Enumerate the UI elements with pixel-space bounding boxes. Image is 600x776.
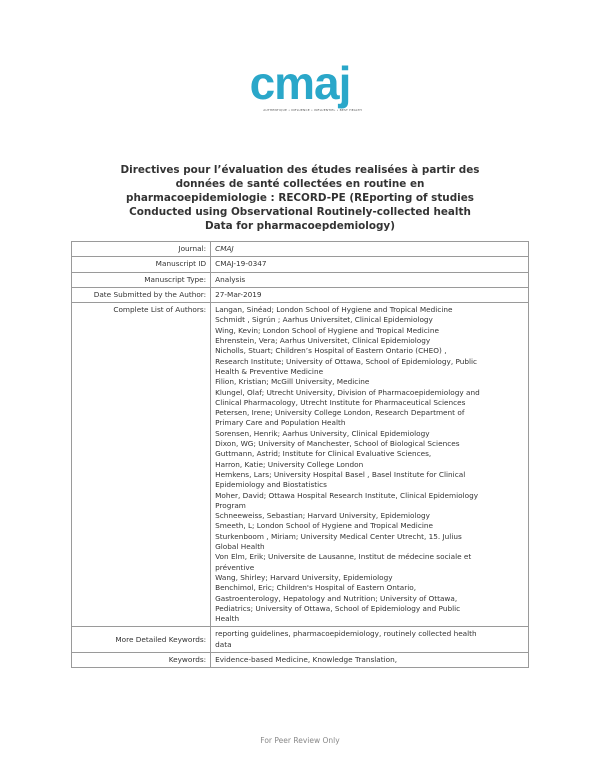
peer-review-footer: For Peer Review Only <box>260 736 340 745</box>
keywords-value: Evidence-based Medicine, Knowledge Translation, <box>211 652 529 667</box>
logo-wordmark: cmaj <box>249 57 351 109</box>
author-line: Langan, Sinéad; London School of Hygiene and Tropical Medicine <box>215 305 453 315</box>
author-line: Sturkenboom , Miriam; University Medical Center Utrecht, 15. Julius <box>215 531 462 541</box>
manuscript-id-row <box>72 257 529 272</box>
manuscript-id-value: CMAJ-19-0347 <box>211 257 529 272</box>
more-keywords-row <box>72 627 529 653</box>
author-line: Petersen, Irene; University College London, Research Department of <box>215 408 465 418</box>
journal-label: Journal: <box>72 242 211 257</box>
author-line: Von Elm, Erik; Universite de Lausanne, Institut de médecine sociale et <box>215 552 472 562</box>
journal-row <box>72 242 529 257</box>
author-line: Wang, Shirley; Harvard University, Epidemiology <box>215 572 393 582</box>
title-line: Conducted using Observational Routinely-collected health <box>129 206 471 218</box>
author-line: Schmidt , Sigrún ; Aarhus Universitet, Clinical Epidemiology <box>215 315 433 325</box>
more-keywords-value <box>211 627 529 653</box>
author-line: Hemkens, Lars; University Hospital Basel , Basel Institute for Clinical <box>215 469 466 479</box>
keyword-line: data <box>215 639 232 649</box>
title-line: données de santé collectées en routine en <box>175 178 425 190</box>
keyword-line: reporting guidelines, pharmacoepidemiology, routinely collected health <box>215 629 477 639</box>
title-line: pharmacoepidemiologie : RECORD-PE (REporting of studies <box>126 192 474 204</box>
keywords-row <box>72 652 529 667</box>
author-line: Dixon, WG; University of Manchester, School of Biological Sciences <box>215 439 460 449</box>
title-line: Data for pharmacoepdemiology) <box>205 220 395 232</box>
author-line: Global Health <box>215 542 265 552</box>
author-line: Wing, Kevin; London School of Hygiene and Tropical Medicine <box>215 325 439 335</box>
author-line: préventive <box>215 562 255 572</box>
date-submitted-value: 27-Mar-2019 <box>211 287 529 302</box>
author-line: Health & Preventive Medicine <box>215 366 324 376</box>
author-line: Moher, David; Ottawa Hospital Research Institute, Clinical Epidemiology <box>215 490 479 500</box>
date-submitted-row <box>72 287 529 302</box>
authors-row <box>72 303 529 627</box>
author-line: Schneeweiss, Sebastian; Harvard University, Epidemiology <box>215 511 430 521</box>
authors-list <box>211 303 529 627</box>
author-line: Guttmann, Astrid; Institute for Clinical Evaluative Sciences, <box>215 449 432 459</box>
keywords-label: Keywords: <box>72 652 211 667</box>
manuscript-type-label: Manuscript Type: <box>72 272 211 287</box>
manuscript-type-value: Analysis <box>211 272 529 287</box>
author-line: Ehrenstein, Vera; Aarhus Universitet, Clinical Epidemiology <box>215 336 431 346</box>
author-line: Program <box>215 500 246 510</box>
author-line: Health <box>215 614 240 624</box>
manuscript-details-table <box>71 241 529 668</box>
author-line: Benchimol, Eric; Children's Hospital of Eastern Ontario, <box>215 583 417 593</box>
author-line: Pediatrics; University of Ottawa, School of Epidemiology and Public <box>215 603 461 613</box>
cmaj-logo <box>232 57 368 112</box>
more-keywords-label: More Detailed Keywords: <box>72 627 211 653</box>
title-line: Directives pour l’évaluation des études realisées à partir des <box>120 164 480 176</box>
manuscript-title <box>100 163 500 233</box>
manuscript-id-label: Manuscript ID <box>72 257 211 272</box>
author-line: Epidemiology and Biostatistics <box>215 480 327 490</box>
authors-label: Complete List of Authors: <box>72 303 211 627</box>
date-submitted-label: Date Submitted by the Author: <box>72 287 211 302</box>
author-line: Clinical Pharmacology, Utrecht Institute for Pharmaceutical Sciences <box>215 397 466 407</box>
author-line: Harron, Katie; University College London <box>215 459 364 469</box>
author-line: Filion, Kristian; McGill University, Medicine <box>215 377 370 387</box>
author-line: Primary Care and Population Health <box>215 418 346 428</box>
author-line: Klungel, Olaf; Utrecht University, Division of Pharmacoepidemiology and <box>215 387 480 397</box>
logo-tagline: AUTHENTIQUE • INFLUENCE • INFLUENTIEL • BEST HEALTH <box>263 108 362 112</box>
author-line: Research Institute; University of Ottawa, School of Epidemiology, Public <box>215 356 478 366</box>
author-line: Sorensen, Henrik; Aarhus University, Clinical Epidemiology <box>215 428 430 438</box>
journal-value: CMAJ <box>211 242 529 257</box>
author-line: Nicholls, Stuart; Children’s Hospital of Eastern Ontario (CHEO) , <box>215 346 447 356</box>
author-line: Smeeth, L; London School of Hygiene and Tropical Medicine <box>215 521 433 531</box>
manuscript-type-row <box>72 272 529 287</box>
author-line: Gastroenterology, Hepatology and Nutrition; University of Ottawa, <box>215 593 458 603</box>
